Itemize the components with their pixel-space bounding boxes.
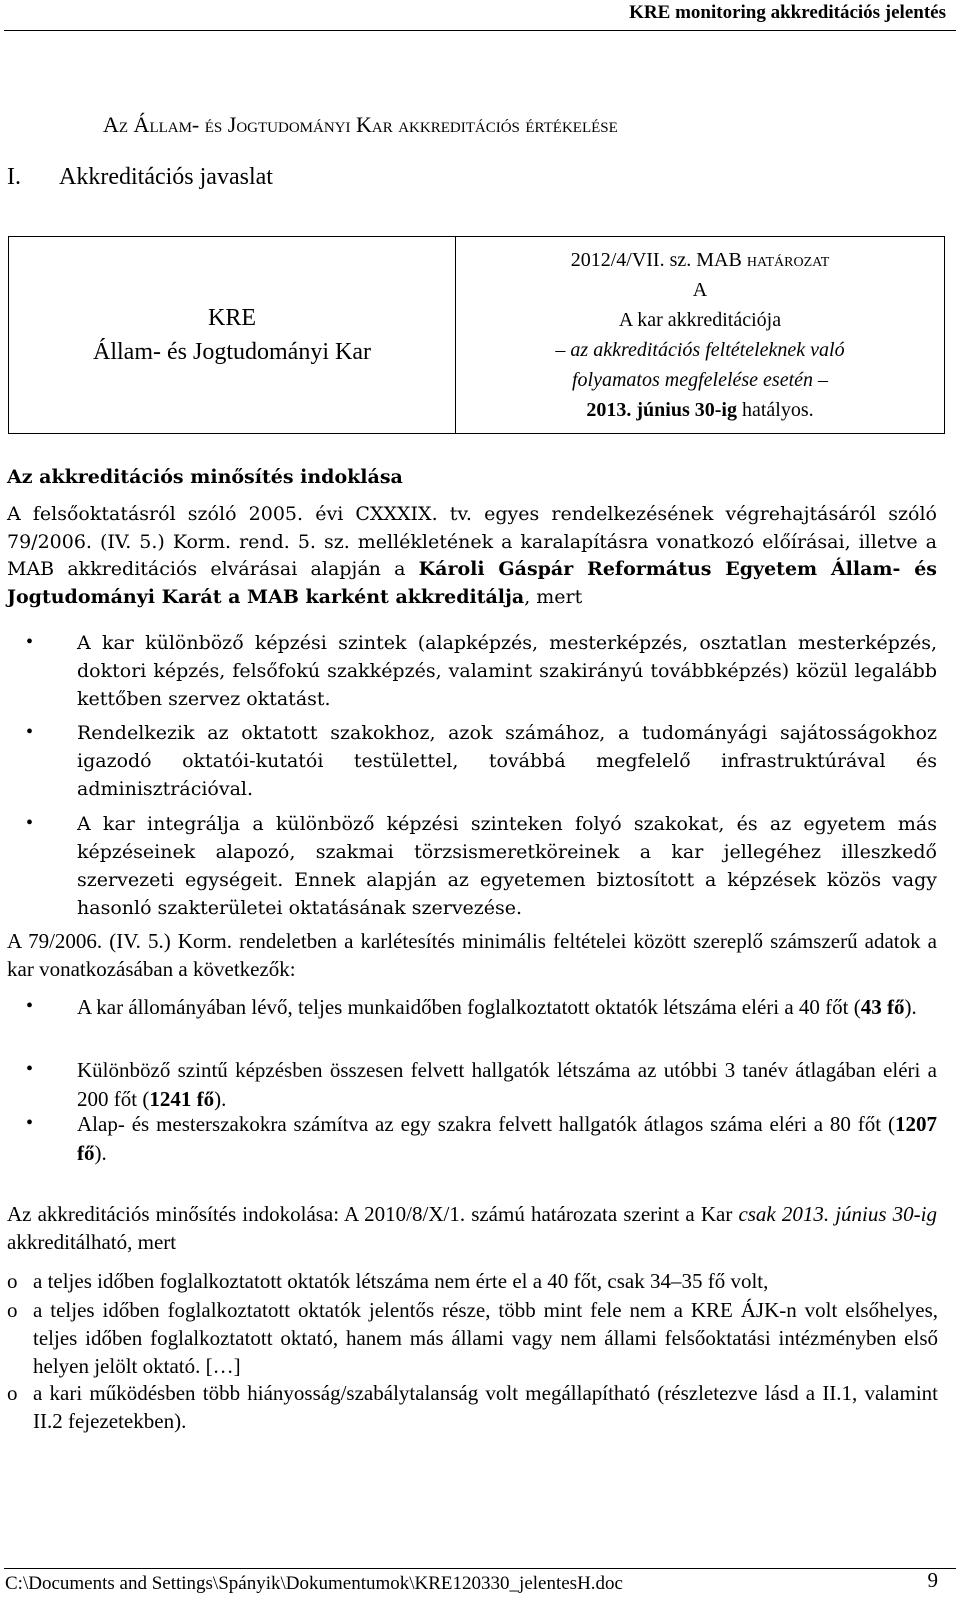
page-header <box>0 0 960 34</box>
faculty-name: Állam- és Jogtudományi Kar <box>93 339 371 365</box>
faculty-cell <box>9 237 456 434</box>
list-item-text: a teljes időben foglalkoztatott oktatók létszáma nem érte el a 40 főt, csak 34–35 fő volt, <box>33 1269 769 1293</box>
decision-cell <box>456 237 945 434</box>
header-title: KRE monitoring akkreditációs jelentés <box>629 2 946 23</box>
accreditation-table <box>8 236 945 434</box>
justification-paragraph: A felsőoktatásról szóló 2005. évi CXXXIX. tv. egyes rendelkezésének végrehajtásáról szóló 79/2006. (IV. 5.) Korm. rend. 5. sz. mellékletének a karalapításra vonatkozó előírásai, illetve a MAB akkreditációs elvárásai alapján a Károli Gáspár Református Egyetem Állam- és Jogtudományi Karát a MAB karként akkreditálja, mert <box>7 503 937 608</box>
decision-line5: folyamatos megfelelése esetén – <box>571 369 829 391</box>
list-item-text: a teljes időben foglalkoztatott oktatók jelentős része, több mint fele nem a KRE ÁJK-n volt elsőhelyes, teljes időben foglalkoztatott oktató, hanem más állami vagy nem állami felsőoktatási intézményben első helyen jelölt oktató. […] <box>33 1298 938 1378</box>
document-title: Az Állam- és Jogtudományi Kar akkreditációs értékelése <box>103 112 618 137</box>
accreditation-reason-paragraph: Az akkreditációs minősítés indokolása: A 2010/8/X/1. számú határozata szerint a Kar csak 2013. június 30-ig akkreditálható, mert <box>7 1202 938 1254</box>
bullet-icon: • <box>26 631 34 653</box>
bullet-icon: • <box>26 721 34 743</box>
decision-line6: 2013. június 30-ig hatályos. <box>586 399 814 421</box>
list-item-text: Különböző szintű képzésben összesen felvett hallgatók létszáma az utóbbi 3 tanév átlagában eléri a 200 főt (1241 fő). <box>77 1058 937 1111</box>
circle-bullet-icon: o <box>7 1298 18 1322</box>
footer-file-path: C:\Documents and Settings\Spányik\Dokumentumok\KRE120330_jelentesH.doc <box>5 1573 623 1594</box>
circle-bullet-icon: o <box>7 1381 18 1405</box>
decision-line4: – az akkreditációs feltételeknek való <box>555 339 845 361</box>
footer-divider <box>4 1568 956 1569</box>
bullet-icon: • <box>26 1112 34 1134</box>
decision-line3: A kar akkreditációja <box>618 309 782 331</box>
page-number: 9 <box>927 1568 938 1592</box>
circle-bullet-icon: o <box>7 1269 18 1293</box>
bullet-icon: • <box>26 1058 34 1080</box>
list-item-text: Alap- és mesterszakokra számítva az egy szakra felvett hallgatók átlagos száma eléri a 80 főt (1207 fő). <box>77 1112 937 1165</box>
faculty-abbr: KRE <box>208 305 256 331</box>
list-item-text: a kari működésben több hiányosság/szabálytalanság volt megállapítható (részletezve lásd a II.1, valamint II.2 fejezetekben). <box>33 1381 938 1433</box>
section-title: Akkreditációs javaslat <box>59 164 273 190</box>
header-divider <box>4 30 956 31</box>
decision-grade: A <box>692 279 708 301</box>
section-number: I. <box>7 164 21 190</box>
bullet-icon: • <box>26 812 34 834</box>
justification-heading: Az akkreditációs minősítés indoklása <box>7 466 403 488</box>
bullet-icon: • <box>26 995 34 1017</box>
decision-ref: 2012/4/VII. sz. MAB határozat <box>570 249 830 271</box>
list-item-text: A kar integrálja a különböző képzési szinteken folyó szakokat, és az egyetem más képzéseinek alapozó, szakmai törzsismeretköreinek a kar jellegéhez illeszkedő szervezeti egységeit. Ennek alapján az egyetemen biztosított a képzések közös vagy hasonló szakterületei oktatásának szervezése. <box>77 813 937 919</box>
list-item-text: Rendelkezik az oktatott szakokhoz, azok számához, a tudományági sajátosságokhoz igazodó oktatói-kutatói testülettel, továbbá megfelelő infrastruktúrával és adminisztrációval. <box>77 722 937 800</box>
list-item-text: A kar állományában lévő, teljes munkaidőben foglalkoztatott oktatók létszáma eléri a 40 főt (43 fő). <box>77 995 917 1019</box>
list-item-text: A kar különböző képzési szintek (alapképzés, mesterképzés, osztatlan mesterképzés, doktori képzés, felsőfokú szakképzés, valamint szakirányú továbbképzés) közül legalább kettőben szervez oktatást. <box>77 632 937 710</box>
minimum-conditions-paragraph: A 79/2006. (IV. 5.) Korm. rendeletben a karlétesítés minimális feltételei között szereplő számszerű adatok a kar vonatkozásában a következők: <box>7 929 937 981</box>
